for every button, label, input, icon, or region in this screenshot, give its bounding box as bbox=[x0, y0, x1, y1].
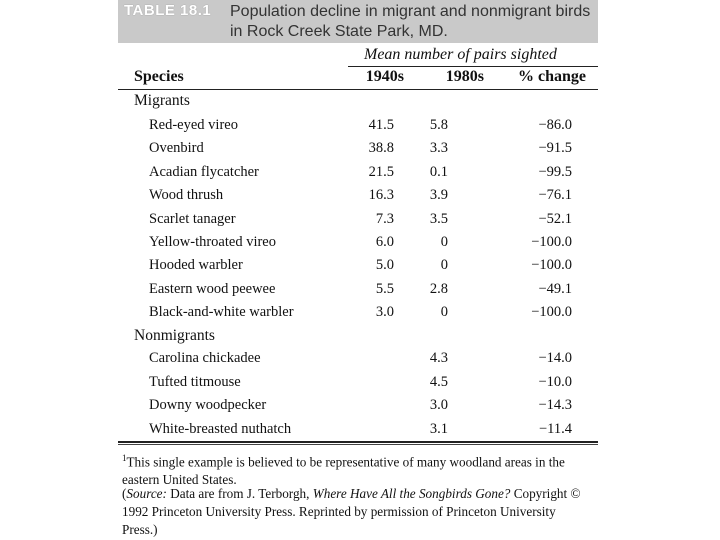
value-1980s-cell: 0 bbox=[440, 257, 448, 274]
table-row bbox=[118, 211, 598, 234]
pct-change-cell: −86.0 bbox=[538, 117, 572, 133]
pct-change-cell: −99.5 bbox=[538, 163, 572, 180]
value-1980s-cell: 3.0 bbox=[429, 397, 448, 413]
pct-change-cell: −10.0 bbox=[538, 373, 572, 390]
value-1980s-cell: 0 bbox=[440, 234, 448, 250]
value-1980s-cell: 2.8 bbox=[429, 280, 448, 297]
table-title: Population decline in migrant and nonmigrant birds in Rock Creek State Park, MD. bbox=[230, 3, 591, 40]
species-cell: Carolina chickadee bbox=[149, 350, 261, 366]
group-nonmigrants: Nonmigrants bbox=[134, 327, 215, 344]
pct-change-cell: −91.5 bbox=[538, 140, 572, 157]
group-migrants: Migrants bbox=[134, 92, 190, 109]
pct-change-cell: −49.1 bbox=[538, 280, 572, 297]
mean-header-rule bbox=[348, 66, 598, 67]
footnote bbox=[122, 449, 588, 489]
value-1940s-cell: 7.3 bbox=[375, 210, 394, 227]
pct-change-cell: −100.0 bbox=[531, 304, 572, 321]
pct-change-cell: −14.0 bbox=[538, 350, 572, 366]
footnote-text: This single example is believed to be representative of many woodland areas in the eastern United States. bbox=[122, 454, 565, 488]
species-cell: Black-and-white warbler bbox=[149, 304, 294, 321]
value-1940s-cell: 21.5 bbox=[368, 163, 394, 180]
pct-change-cell: −14.3 bbox=[538, 397, 572, 413]
col-1940s-header: 1940s bbox=[365, 68, 404, 85]
table-row bbox=[118, 397, 598, 420]
pct-change-cell: −76.1 bbox=[538, 187, 572, 204]
value-1940s-cell: 38.8 bbox=[368, 140, 394, 157]
pct-change-cell: −11.4 bbox=[538, 420, 572, 437]
value-1980s-cell: 0 bbox=[440, 304, 448, 321]
species-cell: Scarlet tanager bbox=[149, 210, 236, 227]
species-cell: Acadian flycatcher bbox=[149, 163, 259, 180]
table-row bbox=[118, 187, 598, 210]
table-row bbox=[118, 374, 598, 397]
species-cell: Yellow-throated vireo bbox=[149, 234, 276, 250]
source-pre: Data are from J. Terborgh, bbox=[166, 486, 313, 501]
pct-change-cell: −100.0 bbox=[531, 257, 572, 274]
footer-rule-thin bbox=[118, 444, 598, 445]
value-1980s-cell: 3.5 bbox=[429, 210, 448, 227]
species-cell: Eastern wood peewee bbox=[149, 280, 276, 297]
value-1940s-cell: 6.0 bbox=[375, 234, 394, 250]
value-1980s-cell: 5.8 bbox=[429, 117, 448, 133]
value-1940s-cell: 3.0 bbox=[375, 304, 394, 321]
source-open-paren: ( bbox=[122, 486, 127, 501]
source-post: Copyright © 1992 Princeton University Press. Reprinted by permission of Princeton University Press.) bbox=[122, 486, 581, 537]
value-1980s-cell: 3.9 bbox=[429, 187, 448, 204]
source-label: Source: bbox=[126, 486, 167, 501]
pct-change-cell: −100.0 bbox=[531, 234, 572, 250]
value-1940s-cell: 5.0 bbox=[375, 257, 394, 274]
value-1980s-cell: 3.1 bbox=[429, 420, 448, 437]
col-1980s-header: 1980s bbox=[445, 68, 484, 85]
table-row bbox=[118, 140, 598, 163]
table-row bbox=[118, 281, 598, 304]
table-title-bar bbox=[118, 0, 598, 43]
species-cell: Red-eyed vireo bbox=[149, 117, 238, 133]
value-1980s-cell: 0.1 bbox=[429, 163, 448, 180]
species-cell: Wood thrush bbox=[149, 187, 224, 204]
mean-pairs-header: Mean number of pairs sighted bbox=[364, 46, 557, 63]
pct-change-header: % change bbox=[518, 68, 586, 85]
value-1980s-cell: 4.5 bbox=[429, 373, 448, 390]
value-1980s-cell: 4.3 bbox=[429, 350, 448, 366]
value-1940s-cell: 16.3 bbox=[368, 187, 394, 204]
table-row bbox=[118, 257, 598, 280]
pct-change-cell: −52.1 bbox=[538, 210, 572, 227]
value-1940s-cell: 5.5 bbox=[375, 280, 394, 297]
value-1980s-cell: 3.3 bbox=[429, 140, 448, 157]
species-cell: Ovenbird bbox=[149, 140, 204, 157]
footnote-marker: 1 bbox=[122, 453, 127, 463]
species-column-header: Species bbox=[134, 68, 184, 85]
species-cell: White-breasted nuthatch bbox=[149, 420, 292, 437]
table-row bbox=[118, 350, 598, 373]
value-1940s-cell: 41.5 bbox=[368, 117, 394, 133]
table-page bbox=[118, 0, 600, 540]
footer-rule bbox=[118, 441, 598, 443]
table-row bbox=[118, 117, 598, 140]
species-cell: Tufted titmouse bbox=[149, 373, 241, 390]
table-row bbox=[118, 164, 598, 187]
species-cell: Hooded warbler bbox=[149, 257, 243, 274]
header-rule bbox=[118, 89, 598, 90]
table-label: TABLE 18.1 bbox=[124, 2, 212, 19]
source-book: Where Have All the Songbirds Gone? bbox=[312, 486, 511, 501]
table-row bbox=[118, 304, 598, 327]
source-note bbox=[122, 485, 592, 539]
species-cell: Downy woodpecker bbox=[149, 397, 267, 413]
table-row bbox=[118, 234, 598, 257]
